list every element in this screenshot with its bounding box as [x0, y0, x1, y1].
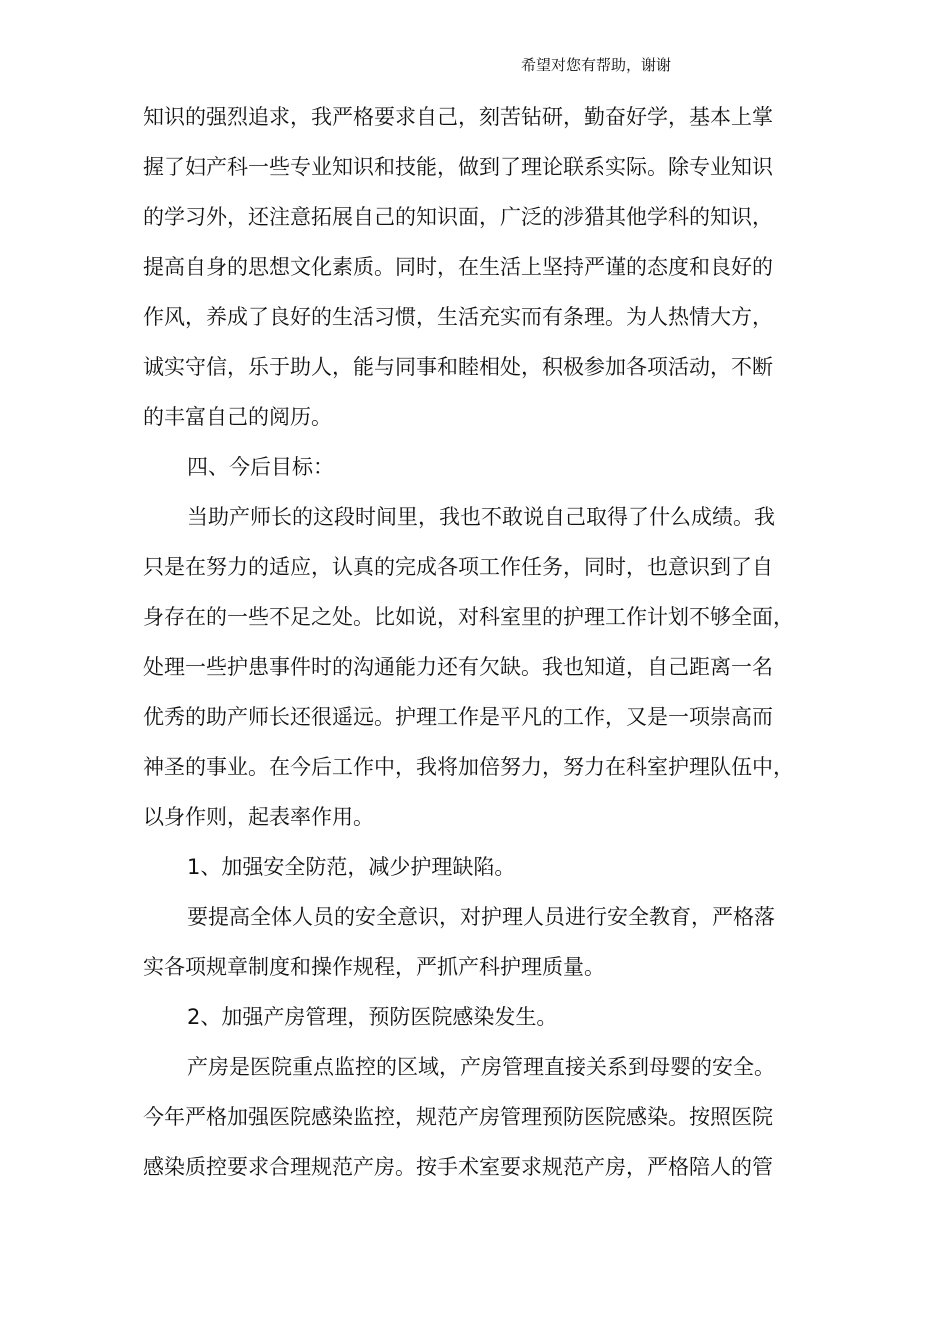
- text-line-1: 知识的强烈追求，我严格要求自己，刻苦钻研，勤奋好学，基本上掌: [143, 105, 773, 129]
- text-line-3: 的学习外，还注意拓展自己的知识面，广泛的涉猎其他学科的知识，: [143, 205, 773, 229]
- text-line-15: 以身作则，起表率作用。: [143, 805, 374, 829]
- text-line-5: 作风，养成了良好的生活习惯，生活充实而有条理。为人热情大方，: [143, 305, 773, 329]
- text-line-6: 诚实守信，乐于助人，能与同事和睦相处，积极参加各项活动，不断: [143, 355, 773, 379]
- section-heading-goals: 四、今后目标：: [187, 455, 334, 479]
- text-line-4: 提高自身的思想文化素质。同时，在生活上坚持严谨的态度和良好的: [143, 255, 773, 279]
- text-line-21: 今年严格加强医院感染监控，规范产房管理预防医院感染。按照医院: [143, 1105, 773, 1129]
- header-note: 希望对您有帮助，谢谢: [521, 56, 672, 74]
- text-line-14: 神圣的事业。在今后工作中，我将加倍努力，努力在科室护理队伍中，: [143, 755, 794, 779]
- text-line-2: 握了妇产科一些专业知识和技能，做到了理论联系实际。除专业知识: [143, 155, 773, 179]
- text-line-13: 优秀的助产师长还很遥远。护理工作是平凡的工作，又是一项崇高而: [143, 705, 773, 729]
- text-line-20: 产房是医院重点监控的区域，产房管理直接关系到母婴的安全。: [187, 1055, 775, 1079]
- text-line-7: 的丰富自己的阅历。: [143, 405, 332, 429]
- text-line-22: 感染质控要求合理规范产房。按手术室要求规范产房，严格陪人的管: [143, 1155, 773, 1179]
- list-item-heading-1: 1、加强安全防范，减少护理缺陷。: [187, 855, 516, 879]
- text-line-17: 要提高全体人员的安全意识，对护理人员进行安全教育，严格落: [187, 905, 775, 929]
- text-line-9: 当助产师长的这段时间里，我也不敢说自己取得了什么成绩。我: [187, 505, 775, 529]
- text-line-10: 只是在努力的适应，认真的完成各项工作任务，同时，也意识到了自: [143, 555, 773, 579]
- text-line-11: 身存在的一些不足之处。比如说，对科室里的护理工作计划不够全面，: [143, 605, 794, 629]
- list-item-heading-2: 2、加强产房管理，预防医院感染发生。: [187, 1005, 558, 1029]
- text-line-12: 处理一些护患事件时的沟通能力还有欠缺。我也知道，自己距离一名: [143, 655, 773, 679]
- document-body: [143, 92, 821, 1192]
- text-line-18: 实各项规章制度和操作规程，严抓产科护理质量。: [143, 955, 605, 979]
